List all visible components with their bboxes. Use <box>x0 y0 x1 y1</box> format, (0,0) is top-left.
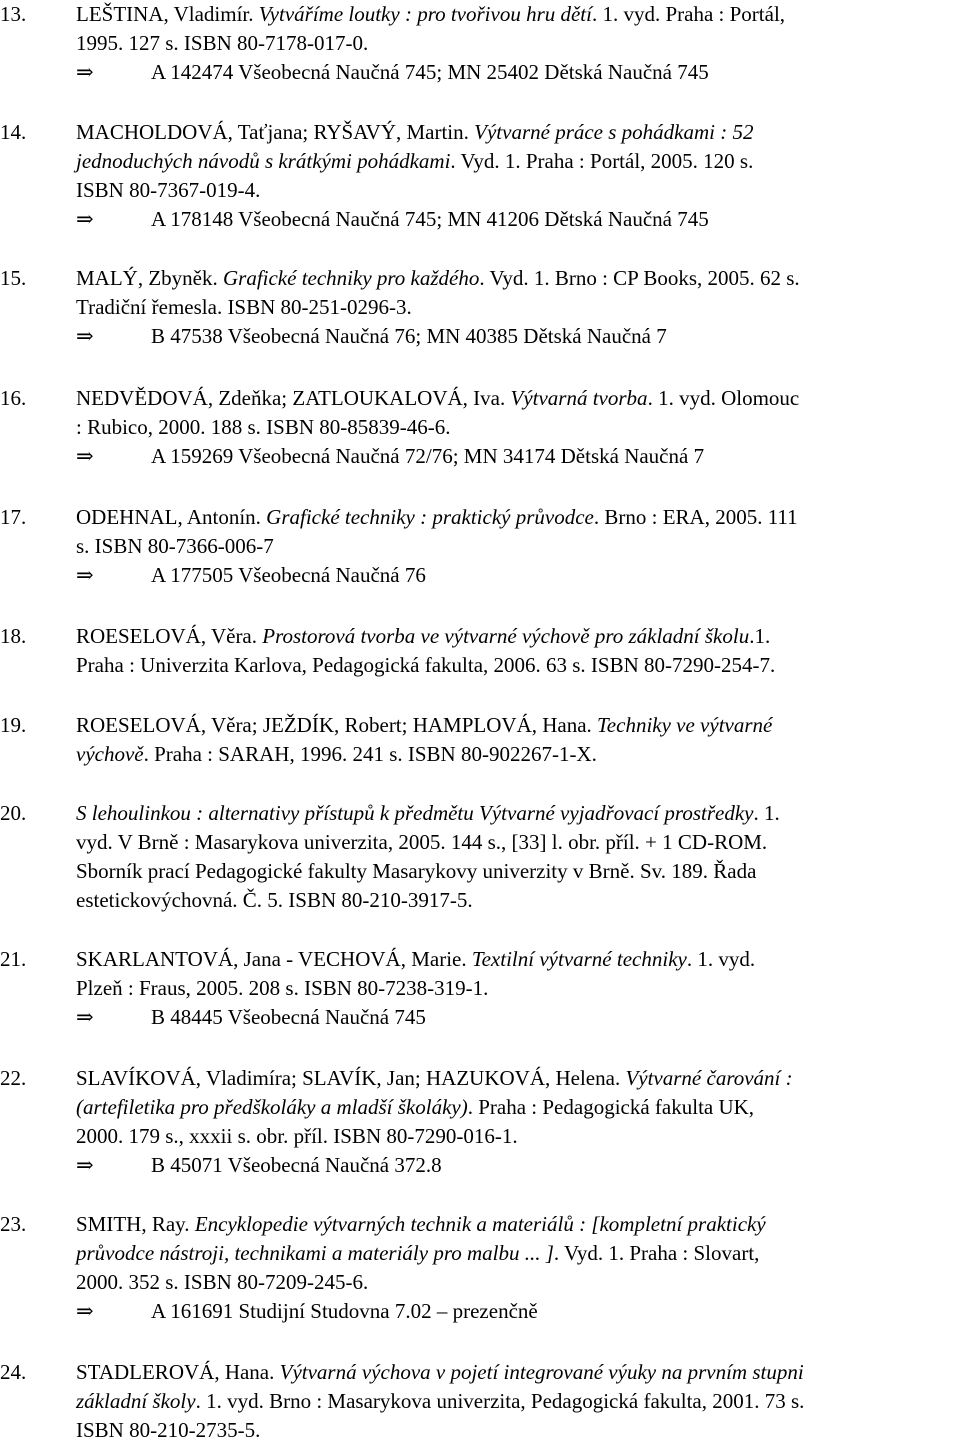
citation-text: ODEHNAL, Antonín. <box>76 505 267 529</box>
entry-citation <box>76 945 956 1003</box>
holdings-location: B 45071 Všeobecná Naučná 372.8 <box>151 1153 442 1177</box>
bibliography-entry <box>0 945 960 1032</box>
holdings-location: A 177505 Všeobecná Naučná 76 <box>151 563 426 587</box>
entry-citation <box>76 503 956 561</box>
entry-number: 20. <box>0 801 27 825</box>
arrow-icon: ⇒ <box>76 1153 94 1177</box>
citation-text: ROESELOVÁ, Věra; JEŽDÍK, Robert; HAMPLOVÁ, Hana. <box>76 713 598 737</box>
bibliography-entry <box>0 799 960 915</box>
citation-text: . 1. vyd. Olomouc : Rubico, 2000. 188 s. ISBN 80-85839-46-6. <box>76 386 800 439</box>
entry-number: 13. <box>0 2 27 26</box>
bibliography-entry <box>0 118 960 234</box>
arrow-icon: ⇒ <box>76 444 94 468</box>
entry-citation <box>76 799 956 915</box>
entry-citation <box>76 384 956 442</box>
holdings-location: B 47538 Všeobecná Naučná 76; MN 40385 Dětská Naučná 7 <box>151 324 667 348</box>
citation-title: Textilní výtvarné techniky <box>471 947 687 971</box>
citation-title: Encyklopedie výtvarných technik a materiálů : [kompletní praktický průvodce nástroji, technikami a materiály pro malbu ... ] <box>76 1212 766 1265</box>
arrow-icon: ⇒ <box>76 324 94 348</box>
holdings-line <box>0 1297 960 1326</box>
citation-title: Výtvarné čarování : (artefiletika pro předškoláky a mladší školáky) <box>76 1066 793 1119</box>
arrow-icon: ⇒ <box>76 1299 94 1323</box>
entry-citation <box>76 118 956 205</box>
entry-number: 16. <box>0 386 27 410</box>
citation-title: Výtvarné práce s pohádkami : 52 jednoduchých návodů s krátkými pohádkami <box>76 120 754 173</box>
holdings-location: A 178148 Všeobecná Naučná 745; MN 41206 Dětská Naučná 745 <box>151 207 709 231</box>
entry-citation <box>76 264 956 322</box>
bibliography-entry <box>0 711 960 769</box>
citation-text: SLAVÍKOVÁ, Vladimíra; SLAVÍK, Jan; HAZUKOVÁ, Helena. <box>76 1066 626 1090</box>
bibliography-entry <box>0 622 960 680</box>
bibliography-entry <box>0 0 960 87</box>
entry-number: 14. <box>0 120 27 144</box>
citation-title: Vytváříme loutky : pro tvořivou hru dětí <box>258 2 592 26</box>
citation-text: . 1. vyd. Praha : Portál, 1995. 127 s. ISBN 80-7178-017-0. <box>76 2 786 55</box>
citation-text: SMITH, Ray. <box>76 1212 195 1236</box>
bibliography-entry <box>0 1358 960 1445</box>
citation-text: STADLEROVÁ, Hana. <box>76 1360 280 1384</box>
citation-title: Grafické techniky : praktický průvodce <box>266 505 594 529</box>
entry-number: 15. <box>0 266 27 290</box>
bibliography-entry <box>0 384 960 471</box>
citation-title: Prostorová tvorba ve výtvarné výchově pro základní školu <box>262 624 750 648</box>
holdings-location: A 161691 Studijní Studovna 7.02 – prezenčně <box>151 1299 538 1323</box>
entry-number: 17. <box>0 505 27 529</box>
citation-title: S lehoulinkou : alternativy přístupů k předmětu Výtvarné vyjadřovací prostředky <box>76 801 754 825</box>
entry-citation <box>76 711 956 769</box>
holdings-location: A 142474 Všeobecná Naučná 745; MN 25402 Dětská Naučná 745 <box>151 60 709 84</box>
holdings-line <box>0 205 960 234</box>
entry-citation <box>76 1064 956 1151</box>
arrow-icon: ⇒ <box>76 563 94 587</box>
citation-title: Grafické techniky pro každého <box>222 266 480 290</box>
citation-text: SKARLANTOVÁ, Jana - VECHOVÁ, Marie. <box>76 947 472 971</box>
citation-text: . Vyd. 1. Praha : Portál, 2005. 120 s. ISBN 80-7367-019-4. <box>76 149 754 202</box>
citation-text: MACHOLDOVÁ, Taťjana; RYŠAVÝ, Martin. <box>76 120 475 144</box>
citation-title: Techniky ve výtvarné výchově <box>76 713 773 766</box>
holdings-line <box>0 442 960 471</box>
citation-text: . Brno : ERA, 2005. 111 s. ISBN 80-7366-006-7 <box>76 505 798 558</box>
holdings-line <box>0 322 960 351</box>
holdings-line <box>0 1151 960 1180</box>
bibliography-entry <box>0 1064 960 1180</box>
entry-number: 24. <box>0 1360 27 1384</box>
entry-number: 19. <box>0 713 27 737</box>
citation-text: . 1. vyd. Brno : Masarykova univerzita, Pedagogická fakulta, 2001. 73 s. ISBN 80-210-2735-5. <box>76 1389 805 1442</box>
arrow-icon: ⇒ <box>76 1005 94 1029</box>
bibliography-entry <box>0 264 960 351</box>
entry-number: 21. <box>0 947 27 971</box>
entry-number: 23. <box>0 1212 27 1236</box>
citation-title: Výtvarná výchova v pojetí integrované výuky na prvním stupni základní školy <box>76 1360 804 1413</box>
citation-text: NEDVĚDOVÁ, Zdeňka; ZATLOUKALOVÁ, Iva. <box>76 386 511 410</box>
citation-text: . 1. vyd. V Brně : Masarykova univerzita, 2005. 144 s., [33] l. obr. příl. + 1 CD-ROM. Sborník prací Pedagogické fakulty Masarykovy univerzity v Brně. Sv. 189. Řada estetickovýchovná. Č. 5. ISBN 80-210-3917-5. <box>76 801 780 912</box>
bibliography-entry <box>0 1210 960 1326</box>
holdings-line <box>0 561 960 590</box>
citation-text: . 1. vyd. Plzeň : Fraus, 2005. 208 s. ISBN 80-7238-319-1. <box>76 947 756 1000</box>
citation-text: LEŠTINA, Vladimír. <box>76 2 259 26</box>
holdings-location: A 159269 Všeobecná Naučná 72/76; MN 34174 Dětská Naučná 7 <box>151 444 705 468</box>
citation-text: MALÝ, Zbyněk. <box>76 266 223 290</box>
bibliography-entry <box>0 503 960 590</box>
entry-number: 18. <box>0 624 27 648</box>
entry-number: 22. <box>0 1066 27 1090</box>
citation-title: Výtvarná tvorba <box>510 386 648 410</box>
citation-text: . Vyd. 1. Praha : Slovart, 2000. 352 s. ISBN 80-7209-245-6. <box>76 1241 760 1294</box>
arrow-icon: ⇒ <box>76 207 94 231</box>
citation-text: ROESELOVÁ, Věra. <box>76 624 263 648</box>
entry-citation <box>76 0 956 58</box>
holdings-location: B 48445 Všeobecná Naučná 745 <box>151 1005 426 1029</box>
citation-text: . Praha : Pedagogická fakulta UK, 2000. 179 s., xxxii s. obr. příl. ISBN 80-7290-016-1. <box>76 1095 755 1148</box>
citation-text: . Praha : SARAH, 1996. 241 s. ISBN 80-902267-1-X. <box>143 742 597 766</box>
holdings-line <box>0 58 960 87</box>
holdings-line <box>0 1003 960 1032</box>
citation-text: . Vyd. 1. Brno : CP Books, 2005. 62 s. Tradiční řemesla. ISBN 80-251-0296-3. <box>76 266 800 319</box>
arrow-icon: ⇒ <box>76 60 94 84</box>
entry-citation <box>76 1210 956 1297</box>
entry-citation <box>76 622 956 680</box>
citation-text: .1. Praha : Univerzita Karlova, Pedagogická fakulta, 2006. 63 s. ISBN 80-7290-254-7. <box>76 624 776 677</box>
entry-citation <box>76 1358 956 1445</box>
